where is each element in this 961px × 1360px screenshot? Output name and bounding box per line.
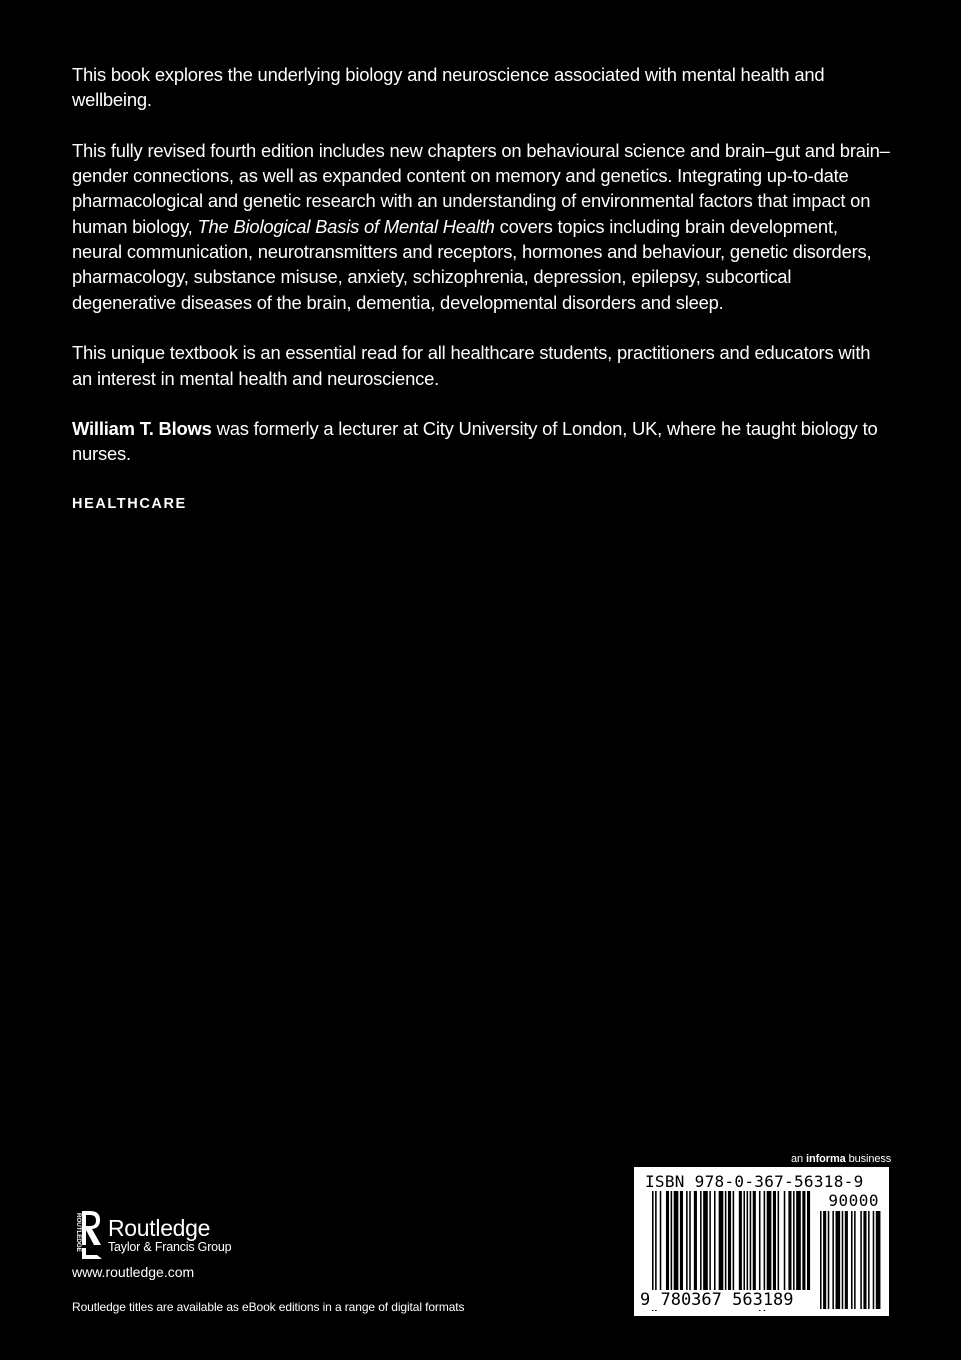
publisher-group: Taylor & Francis Group [108,1240,232,1254]
informa-tagline: an informa business [791,1153,892,1165]
informa-brand: informa [806,1153,846,1165]
publisher-logo [70,1210,231,1260]
author-name: William T. Blows [72,418,212,440]
publisher-name: Routledge [108,1215,211,1241]
book-title: The Biological Basis of Mental Health [197,215,495,237]
intro-paragraph: This book explores the underlying biology and neuroscience associated with mental health and wellbeing. [72,64,825,111]
isbn-label: ISBN 978-0-367-56318-9 [645,1172,864,1191]
author-paragraph [72,416,892,467]
audience-paragraph: This unique textbook is an essential read for all healthcare students, practitioners and educators with an interest in mental health and neuroscience. [72,342,871,389]
routledge-logo-icon [70,1210,104,1260]
back-cover-description [72,62,892,517]
edition-text-end: covers topics including brain development, neural communication, neurotransmitters and receptors, hormones and behaviour, genetic disorders, pharmacology, substance misuse, anxiety, schizophrenia, depression, epilepsy, subcortical degenerative diseases of the brain, dementia, developmental disorders and sleep. [72,215,872,313]
ean-digits: 9 780367 563189 [640,1290,794,1310]
publisher-website: www.routledge.com [72,1264,195,1280]
edition-text-start: This fully revised fourth edition includes new chapters on behavioural science and brain–gut and brain–gender connections, as well as expanded content on memory and genetics. Integrating up-to-date pharmacological and genetic research with an understanding of environmental factors that impact on human biology, [72,139,890,237]
edition-paragraph [72,138,892,315]
category-label: HEALTHCARE [72,496,187,513]
isbn-barcode [634,1167,889,1316]
ebook-note: Routledge titles are available as eBook editions in a range of digital formats [72,1300,465,1314]
author-bio: was formerly a lecturer at City University of London, UK, where he taught biology to nurses. [72,418,878,465]
price-addon: 90000 [828,1191,879,1210]
routledge-vertical-mark: ROUTLEDGE [75,1213,82,1252]
